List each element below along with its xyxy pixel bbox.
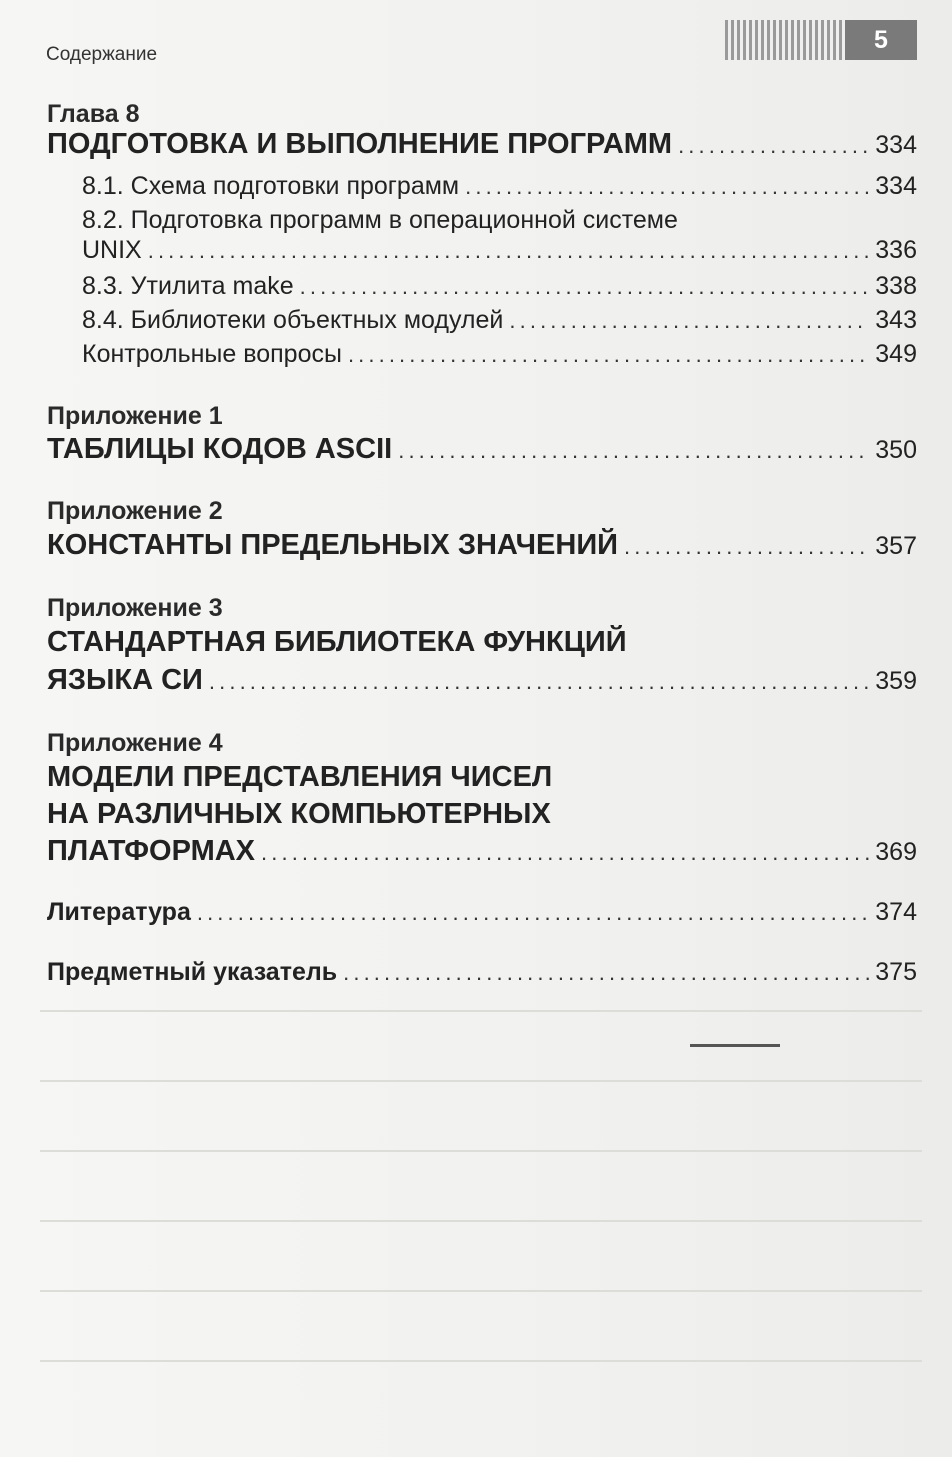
- bleed-through-line: [40, 1290, 922, 1292]
- dot-leader: [509, 308, 869, 334]
- dot-leader: [197, 900, 869, 926]
- toc-entry-chapter8: [47, 128, 917, 161]
- dot-leader: [148, 238, 870, 264]
- bleed-through-line: [40, 1360, 922, 1362]
- bleed-through-line: [40, 1220, 922, 1222]
- toc-entry-8-2: [82, 236, 917, 265]
- toc-entry-title: UNIX: [82, 236, 142, 264]
- toc-entry-page: 359: [875, 667, 917, 695]
- page-number-box: [845, 20, 917, 60]
- toc-entry-title: 8.3. Утилита make: [82, 272, 294, 300]
- toc-entry-title: 8.4. Библиотеки объектных модулей: [82, 306, 504, 334]
- toc-entry-8-4: [82, 306, 917, 335]
- toc-entry-index: [47, 958, 917, 987]
- toc-entry-8-3: [82, 272, 917, 301]
- toc-entry-page: 350: [875, 436, 917, 464]
- appendix-heading: Приложение 3: [47, 594, 223, 622]
- toc-entry-title: 8.1. Схема подготовки программ: [82, 172, 460, 200]
- toc-entry-literature: [47, 898, 917, 927]
- header-stripe-bar: [725, 20, 845, 60]
- toc-entry-appendix3-line1: СТАНДАРТНАЯ БИБЛИОТЕКА ФУНКЦИЙ: [47, 626, 627, 658]
- toc-entry-page: 349: [875, 340, 917, 368]
- bleed-through-line: [40, 1010, 922, 1012]
- running-header: Содержание: [46, 44, 158, 65]
- toc-entry-title: ПОДГОТОВКА И ВЫПОЛНЕНИЕ ПРОГРАММ: [47, 128, 673, 160]
- bleed-through-line: [40, 1080, 922, 1082]
- toc-entry-appendix4: [47, 835, 917, 868]
- toc-entry-8-1: [82, 172, 917, 201]
- toc-entry-page: 343: [875, 306, 917, 334]
- toc-entry-8-2-line1: 8.2. Подготовка программ в операционной системе: [82, 206, 678, 234]
- toc-entry-title: Контрольные вопросы: [82, 340, 342, 368]
- toc-entry-page: 334: [875, 172, 917, 200]
- toc-entry-appendix3: [47, 664, 917, 697]
- dot-leader: [624, 534, 869, 560]
- toc-entry-page: 357: [875, 532, 917, 560]
- toc-entry-title: ТАБЛИЦЫ КОДОВ ASCII: [47, 433, 393, 465]
- dot-leader: [261, 840, 869, 866]
- dot-leader: [209, 669, 869, 695]
- toc-entry-title: Предметный указатель: [47, 958, 338, 986]
- toc-entry-page: 374: [875, 898, 917, 926]
- dot-leader: [398, 438, 869, 464]
- toc-entry-page: 369: [875, 838, 917, 866]
- toc-entry-title: КОНСТАНТЫ ПРЕДЕЛЬНЫХ ЗНАЧЕНИЙ: [47, 529, 619, 561]
- toc-entry-appendix2: [47, 529, 917, 562]
- dot-leader: [300, 274, 870, 300]
- toc-entry-page: 336: [875, 236, 917, 264]
- toc-entry-page: 338: [875, 272, 917, 300]
- toc-entry-appendix1: [47, 433, 917, 466]
- toc-entry-title: Литература: [47, 898, 191, 926]
- chapter-heading: Глава 8: [47, 100, 140, 128]
- ink-smudge: [690, 1044, 780, 1047]
- dot-leader: [348, 342, 869, 368]
- appendix-heading: Приложение 2: [47, 497, 223, 525]
- appendix-heading: Приложение 1: [47, 402, 223, 430]
- toc-entry-appendix4-line2: НА РАЗЛИЧНЫХ КОМПЬЮТЕРНЫХ: [47, 798, 551, 830]
- toc-entry-review-questions: [82, 340, 917, 369]
- bleed-through-line: [40, 1150, 922, 1152]
- toc-entry-title: ПЛАТФОРМАХ: [47, 835, 256, 867]
- toc-entry-page: 334: [875, 131, 917, 159]
- toc-entry-page: 375: [875, 958, 917, 986]
- dot-leader: [343, 960, 869, 986]
- dot-leader: [465, 174, 869, 200]
- page-number: 5: [874, 25, 888, 54]
- toc-entry-appendix4-line1: МОДЕЛИ ПРЕДСТАВЛЕНИЯ ЧИСЕЛ: [47, 761, 553, 793]
- dot-leader: [678, 133, 869, 159]
- toc-entry-title: ЯЗЫКА СИ: [47, 664, 203, 696]
- appendix-heading: Приложение 4: [47, 729, 223, 757]
